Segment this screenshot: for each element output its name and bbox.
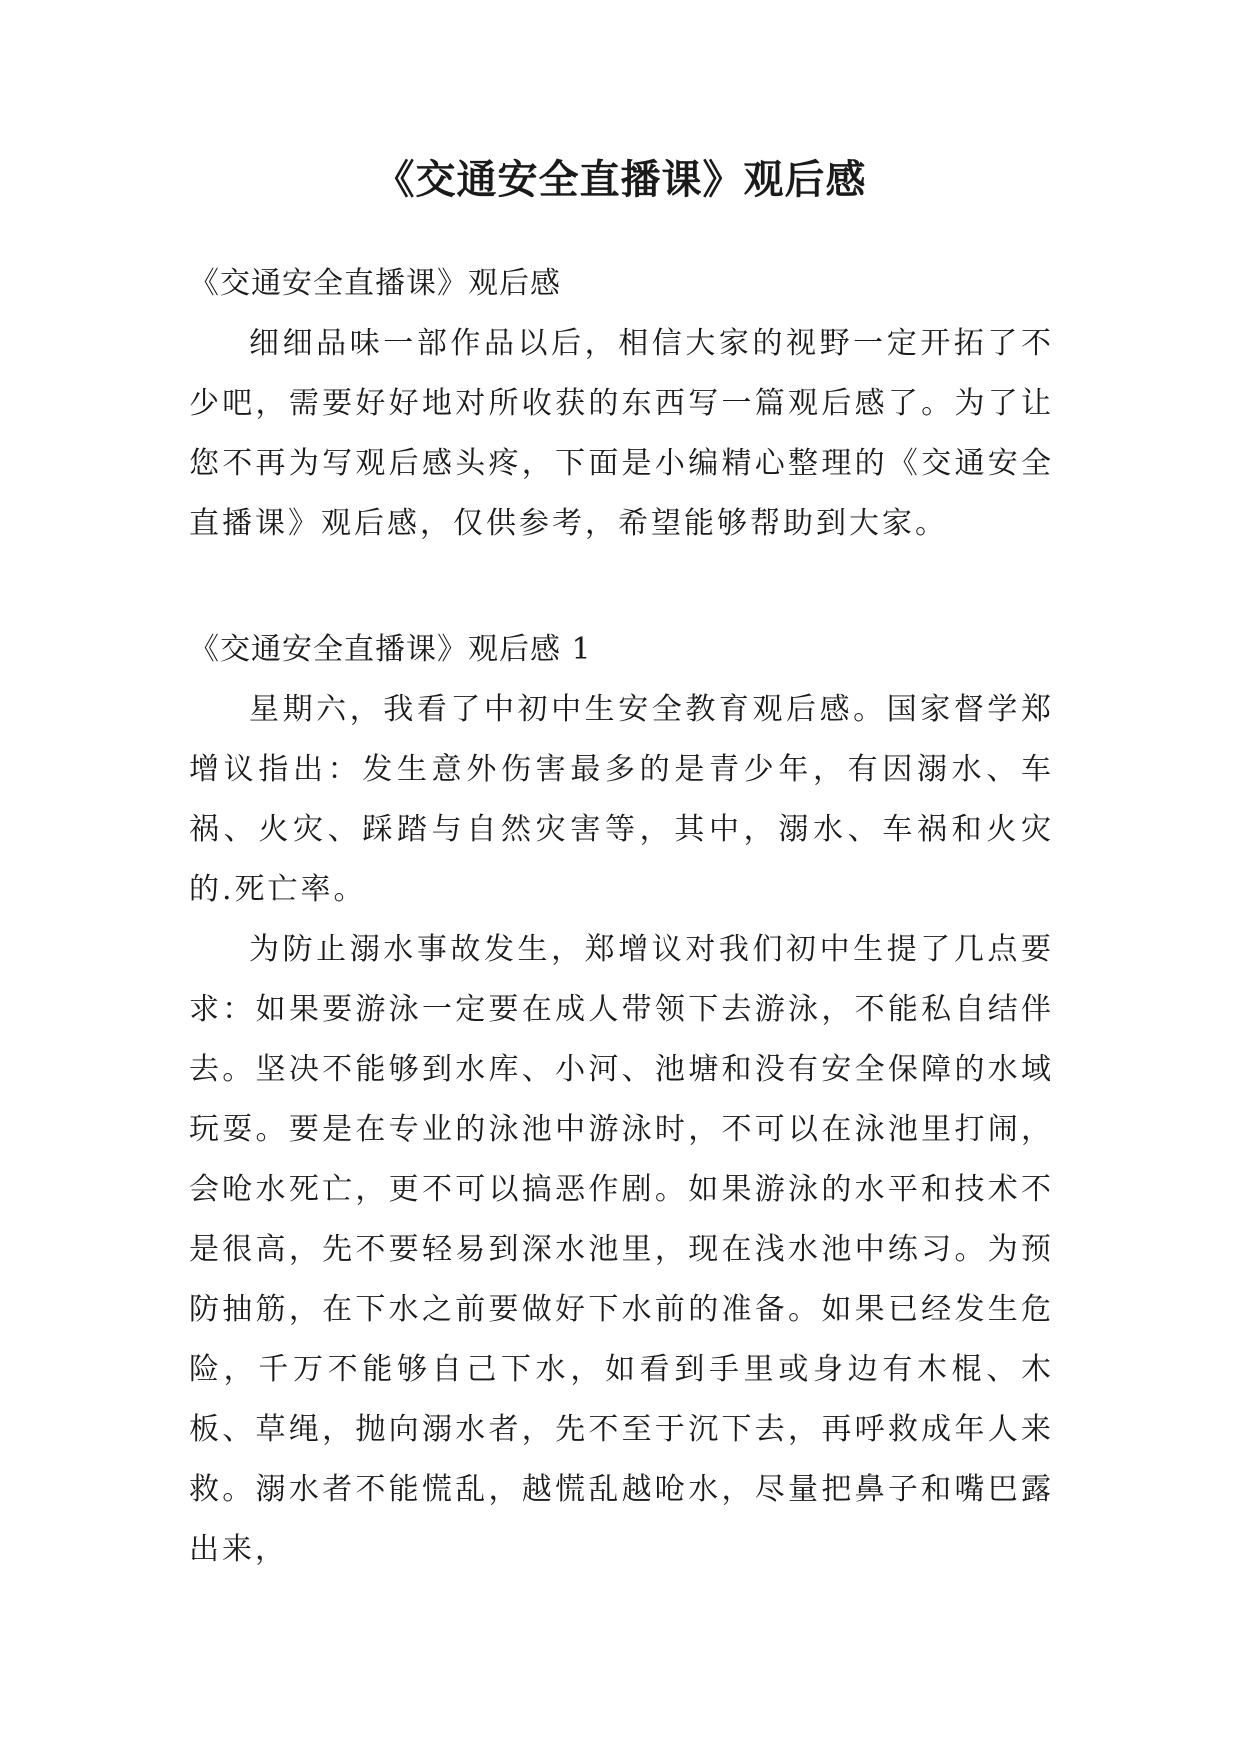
- intro-paragraph: 细细品味一部作品以后，相信大家的视野一定开拓了不少吧，需要好好地对所收获的东西写一篇观后感了。为了让您不再为写观后感头疼，下面是小编精心整理的《交通安全直播课》观后感，仅供参考，希望能够帮助到大家。: [189, 326, 1054, 541]
- section-1-paragraph-1: 星期六，我看了中初中生安全教育观后感。国家督学郑增议指出：发生意外伤害最多的是青少年，有因溺水、车祸、火灾、踩踏与自然灾害等，其中，溺水、车祸和火灾的.死亡率。: [189, 692, 1054, 907]
- document-title: 《交通安全直播课》观后感: [374, 156, 867, 203]
- intro-heading: 《交通安全直播课》观后感: [189, 266, 561, 301]
- section-1-paragraph-2: 为防止溺水事故发生，郑增议对我们初中生提了几点要求：如果要游泳一定要在成人带领下去游泳，不能私自结伴去。坚决不能够到水库、小河、池塘和没有安全保障的水域玩耍。要是在专业的泳池中游泳时，不可以在泳池里打闹，会呛水死亡，更不可以搞恶作剧。如果游泳的水平和技术不是很高，先不要轻易到深水池里，现在浅水池中练习。为预防抽筋，在下水之前要做好下水前的准备。如果已经发生危险，千万不能够自己下水，如看到手里或身边有木棍、木板、草绳，抛向溺水者，先不至于沉下去，再呼救成年人来救。溺水者不能慌乱，越慌乱越呛水，尽量把鼻子和嘴巴露出来，: [189, 932, 1054, 1567]
- section-1-heading: 《交通安全直播课》观后感 1: [189, 632, 592, 667]
